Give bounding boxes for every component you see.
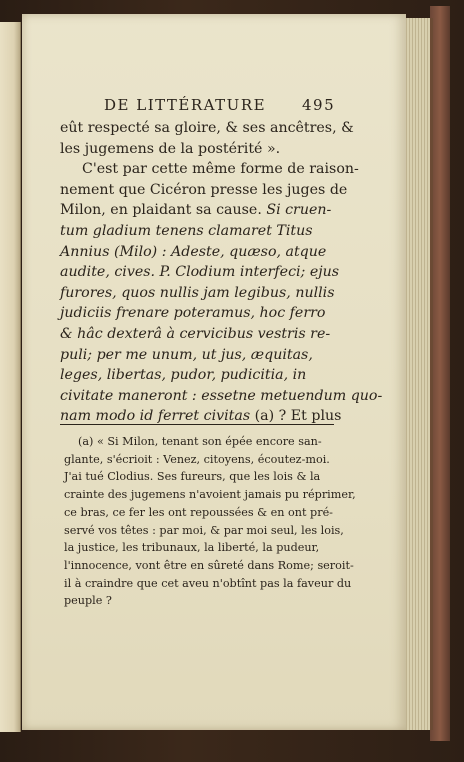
body-line-text: nam modo id ferret civitas bbox=[60, 408, 251, 425]
body-line bbox=[60, 118, 354, 139]
body-line-tail: Si cruen- bbox=[266, 202, 332, 219]
body-line-text: & hâc dexterâ à cervicibus vestris re- bbox=[60, 325, 331, 342]
body-line bbox=[60, 242, 350, 263]
book-binding bbox=[430, 6, 450, 741]
body-line bbox=[60, 365, 350, 386]
page-number: 495 bbox=[302, 96, 336, 114]
body-line-text: civitate maneront : essetne metuendum quo- bbox=[60, 387, 383, 404]
body-line bbox=[60, 386, 383, 407]
body-line bbox=[60, 283, 350, 304]
body-line bbox=[60, 345, 350, 366]
body-line bbox=[60, 200, 350, 221]
footnote bbox=[64, 433, 356, 610]
body-line bbox=[60, 159, 359, 180]
body-line-text: puli; per me unum, ut jus, æquitas, bbox=[60, 346, 313, 363]
body-line-text: les jugemens de la postérité ». bbox=[60, 140, 281, 157]
body-line-text: leges, libertas, pudor, pudicitia, in bbox=[60, 367, 307, 384]
footnote-line: il à craindre que cet aveu n'obtînt pas la faveur du bbox=[64, 576, 352, 590]
footnote-line: J'ai tué Clodius. Ses fureurs, que les lois & la bbox=[64, 470, 321, 484]
footnote-line: (a) « Si Milon, tenant son épée encore san- bbox=[78, 435, 322, 448]
body-line bbox=[60, 180, 350, 201]
footnote-line: glante, s'écrioit : Venez, citoyens, écoutez-moi. bbox=[64, 452, 330, 466]
body-line bbox=[60, 262, 350, 283]
page-stack-edge bbox=[404, 18, 433, 730]
body-line-text: nement que Cicéron presse les juges de bbox=[60, 181, 348, 198]
footnote-rule bbox=[60, 424, 334, 425]
footnote-line: peuple ? bbox=[64, 594, 112, 608]
body-line-text: Annius (Milo) : Adeste, quæso, atque bbox=[60, 243, 327, 260]
running-header bbox=[104, 96, 336, 114]
body-line-text: audite, cives. P. Clodium interfeci; ejus bbox=[60, 264, 340, 281]
body-line bbox=[60, 139, 350, 160]
left-page-edge bbox=[0, 22, 21, 732]
footnote-line: servé vos têtes : par moi, & par moi seul, les lois, bbox=[64, 523, 344, 537]
body-line-text: C'est par cette même forme de raison- bbox=[82, 161, 359, 178]
body-line bbox=[60, 221, 350, 242]
body-text bbox=[60, 118, 383, 427]
body-line-text: eût respecté sa gloire, & ses ancêtres, & bbox=[60, 120, 354, 136]
body-line bbox=[60, 324, 350, 345]
body-line-text: furores, quos nullis jam legibus, nullis bbox=[60, 284, 335, 301]
body-line-tail: (a) ? Et plus bbox=[254, 408, 342, 425]
footnote-line: ce bras, ce fer les ont repoussées & en ont pré- bbox=[64, 505, 333, 519]
footnote-line: crainte des jugemens n'avoient jamais pu réprimer, bbox=[64, 488, 356, 502]
body-line-text: judiciis frenare poteramus, hoc ferro bbox=[60, 305, 326, 322]
footnote-line: la justice, les tribunaux, la liberté, la pudeur, bbox=[64, 541, 320, 555]
body-line-text: tum gladium tenens clamaret Titus bbox=[60, 222, 313, 239]
body-line-text: Milon, en plaidant sa cause. bbox=[60, 202, 262, 219]
footnote-line: l'innocence, vont être en sûreté dans Rome; seroit- bbox=[64, 558, 354, 572]
running-title: DE LITTÉRATURE bbox=[104, 96, 267, 114]
body-line bbox=[60, 303, 350, 324]
